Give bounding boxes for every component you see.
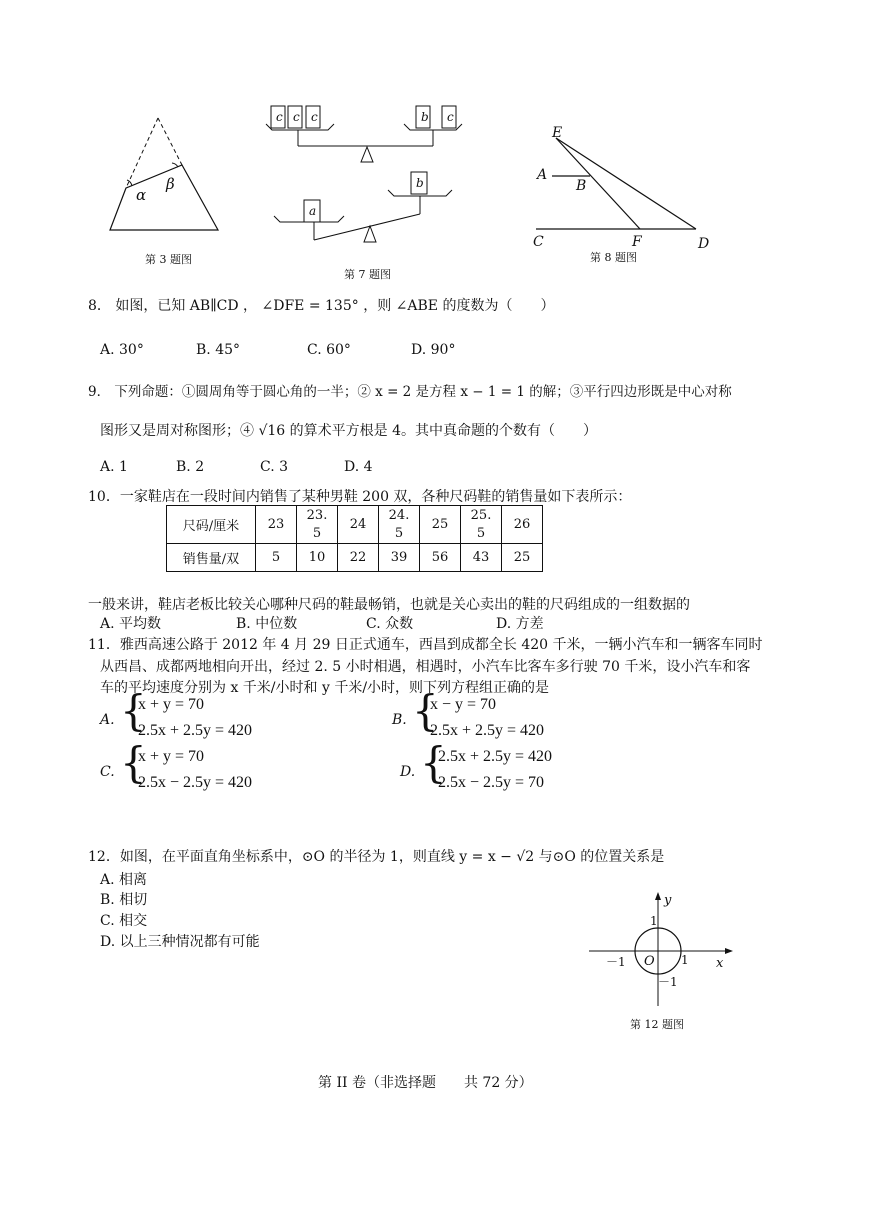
- fig7-caption: 第 7 题图: [344, 268, 391, 281]
- q10-option-a: A. 平均数: [100, 616, 162, 632]
- q11-option-d-label: D.: [400, 764, 416, 780]
- q11-a-eq1: x + y = 70: [138, 696, 205, 713]
- q9-option-c: C. 3: [260, 459, 289, 475]
- fig8-label-A: A: [537, 167, 548, 183]
- fig8-label-B: B: [576, 178, 587, 194]
- shoe-size-table: [166, 505, 543, 572]
- q11-option-a-system: [120, 686, 284, 748]
- table-cell: 24: [338, 506, 379, 544]
- q11-option-b-label: B.: [392, 712, 407, 728]
- q11-c-eq2: 2.5x − 2.5y = 420: [138, 774, 253, 791]
- fig7-upper-left-c2: c: [293, 110, 300, 124]
- q12-option-b: B. 相切: [100, 892, 148, 908]
- brace-icon: {: [420, 738, 447, 787]
- q11-a-eq2: 2.5x + 2.5y = 420: [138, 722, 253, 739]
- q10-option-d: D. 方差: [496, 616, 544, 632]
- fig8-label-C: C: [533, 234, 544, 250]
- table-cell: 23: [256, 506, 297, 544]
- q11-d-eq2: 2.5x − 2.5y = 70: [438, 774, 545, 791]
- q9-option-a: A. 1: [100, 459, 128, 475]
- q11-option-a-label: A.: [100, 712, 115, 728]
- q11-option-c-label: C.: [100, 764, 115, 780]
- table-cell: 22: [338, 544, 379, 572]
- q10-option-c: C. 众数: [366, 616, 414, 632]
- question-9-line-1: 9． 下列命题：①圆周角等于圆心角的一半；② x = 2 是方程 x − 1 = 1 的解；③平行四边形既是中心对称: [88, 384, 732, 400]
- fig3-alpha-label: α: [136, 186, 147, 204]
- q8-option-b: B. 45°: [196, 342, 241, 358]
- table-cell: 43: [461, 544, 502, 572]
- q10-option-b: B. 中位数: [236, 616, 298, 632]
- question-8: 8． 如图，已知 AB∥CD ， ∠DFE = 135° ，则 ∠ABE 的度数为（ ）: [88, 298, 555, 314]
- table-cell: 23. 5: [297, 506, 338, 544]
- fig12-y-axis-label: y: [664, 893, 672, 908]
- table-cell: 56: [420, 544, 461, 572]
- table-cell: 5: [256, 544, 297, 572]
- fig7-lower-right-b: b: [416, 176, 424, 190]
- table-cell: 26: [502, 506, 543, 544]
- q12-option-d: D. 以上三种情况都有可能: [100, 934, 260, 950]
- table-cell: 25. 5: [461, 506, 502, 544]
- question-12: 12．如图，在平面直角坐标系中，⊙O 的半径为 1，则直线 y = x − √2 与⊙O 的位置关系是: [88, 849, 665, 865]
- fig7-upper-right-c: c: [447, 110, 454, 124]
- fig12-origin-label: O: [644, 954, 655, 969]
- q11-b-eq2: 2.5x + 2.5y = 420: [430, 722, 545, 739]
- q11-d-eq1: 2.5x + 2.5y = 420: [438, 748, 553, 765]
- fig3-caption: 第 3 题图: [145, 253, 192, 266]
- fig3-beta-label: β: [166, 175, 175, 193]
- question-11-line-2: 从西昌、成都两地相向开出，经过 2. 5 小时相遇，相遇时，小汽车比客车多行驶 70 千米，设小汽车和客: [100, 659, 751, 675]
- table-cell: 24. 5: [379, 506, 420, 544]
- q11-option-d-system: [420, 738, 594, 800]
- q9-option-d: D. 4: [344, 459, 373, 475]
- fig12-caption: 第 12 题图: [630, 1018, 684, 1031]
- q11-b-eq1: x − y = 70: [430, 696, 497, 713]
- q8-option-d: D. 90°: [411, 342, 456, 358]
- q8-option-a: A. 30°: [100, 342, 144, 358]
- fig7-upper-left-c3: c: [311, 110, 318, 124]
- q9-option-b: B. 2: [176, 459, 205, 475]
- table-cell: 39: [379, 544, 420, 572]
- figure-8: [530, 128, 710, 238]
- fig12-tick-1-right: 1: [681, 953, 689, 967]
- figure-12-coordinate-plane: [585, 890, 735, 1010]
- q12-option-c: C. 相交: [100, 913, 148, 929]
- q8-option-c: C. 60°: [307, 342, 351, 358]
- table-cell: 10: [297, 544, 338, 572]
- fig12-tick-1-top: 1: [650, 914, 658, 928]
- figure-7: [260, 96, 470, 256]
- fig8-caption: 第 8 题图: [590, 251, 637, 264]
- brace-icon: {: [120, 738, 147, 787]
- fig8-label-E: E: [552, 125, 563, 141]
- fig8-label-F: F: [632, 234, 642, 250]
- fig12-tick-neg1-left: －1: [606, 955, 626, 969]
- q11-option-c-system: [120, 738, 284, 800]
- question-11-line-1: 11．雅西高速公路于 2012 年 4 月 29 日正式通车，西昌到成都全长 420 千米，一辆小汽车和一辆客车同时: [88, 637, 763, 653]
- question-9-line-2: 图形又是周对称图形；④ √16 的算术平方根是 4。其中真命题的个数有（ ）: [100, 423, 597, 439]
- question-11-line-3: 车的平均速度分别为 x 千米/小时和 y 千米/小时，则下列方程组正确的是: [100, 680, 550, 696]
- fig7-lower-left-a: a: [309, 204, 317, 218]
- figure-3: [100, 110, 230, 240]
- fig8-label-D: D: [698, 236, 710, 252]
- fig12-x-axis-label: x: [716, 956, 724, 971]
- fig12-tick-neg1-bottom: －1: [658, 975, 678, 989]
- table-header-sales: 销售量/双: [167, 544, 256, 572]
- table-cell: 25: [420, 506, 461, 544]
- table-cell: 25: [502, 544, 543, 572]
- question-10: 10．一家鞋店在一段时间内销售了某种男鞋 200 双，各种尺码鞋的销售量如下表所示：: [88, 489, 632, 505]
- table-header-size: 尺码/厘米: [167, 506, 256, 544]
- fig7-upper-left-c1: c: [276, 110, 283, 124]
- fig7-upper-right-b: b: [421, 110, 429, 124]
- q11-c-eq1: x + y = 70: [138, 748, 205, 765]
- q12-option-a: A. 相离: [100, 872, 148, 888]
- brace-icon: {: [412, 686, 439, 735]
- brace-icon: {: [120, 686, 147, 735]
- question-10-followup: 一般来讲，鞋店老板比较关心哪种尺码的鞋最畅销，也就是关心卖出的鞋的尺码组成的一组数据的: [88, 597, 690, 613]
- section-title: 第 II 卷（非选择题 共 72 分）: [318, 1075, 533, 1091]
